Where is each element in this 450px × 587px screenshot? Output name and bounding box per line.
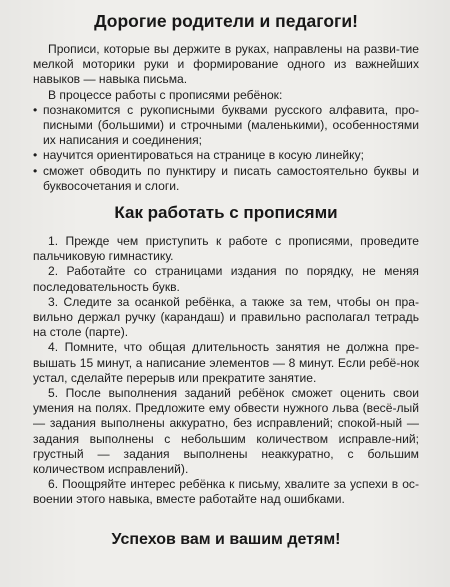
benefits-list	[33, 103, 419, 194]
benefit-item-2: • научится ориентироваться на странице в косую линейку;	[33, 148, 419, 163]
step-3: 3. Следите за осанкой ребёнка, а также за тем, чтобы он пра-вильно держал ручку (карандаш) и правильно располагал тетрадь на столе (парте).	[33, 294, 419, 340]
intro-paragraph-2: В процессе работы с прописями ребёнок:	[48, 87, 283, 102]
step-2: 2. Работайте со страницами издания по порядку, не меняя последовательность букв.	[33, 264, 419, 294]
steps-list	[33, 234, 419, 508]
step-5: 5. После выполнения заданий ребёнок сможет оценить свои умения на полях. Предложите ему обвести нужного льва (весё-лый — задания выполнены аккуратно, без исправлений; спокой-ный — задания выполнены с небольшим количеством исправле-ний; грустный — задания выполнены неаккуратно, с большим количеством исправлений).	[33, 386, 419, 477]
section-title: Как работать с прописями	[114, 203, 338, 223]
benefit-item-3: • сможет обводить по пунктиру и писать самостоятельно буквы и буквосочетания и слоги.	[33, 164, 419, 194]
content	[33, 10, 419, 550]
step-1: 1. Прежде чем приступить к работе с прописями, проведите пальчиковую гимнастику.	[33, 234, 419, 264]
intro-paragraph-1: Прописи, которые вы держите в руках, направлены на разви-тие мелкой моторики руки и формирование одного из важнейших навыков — навыка письма.	[33, 42, 419, 87]
step-4: 4. Помните, что общая длительность занятия не должна пре-вышать 15 минут, а написание элементов — 8 минут. Если ребё-нок устал, сделайте перерыв или прекратите занятие.	[33, 340, 419, 385]
closing-title: Успехов вам и вашим детям!	[111, 530, 341, 548]
benefit-item-1: • познакомится с рукописными буквами русского алфавита, про-писными (большими) и строчными (маленькими), особенностями их написания и соединения;	[33, 103, 419, 149]
page-title: Дорогие родители и педагоги!	[94, 11, 358, 31]
step-6: 6. Поощряйте интерес ребёнка к письму, хвалите за успехи в ос-воении этого навыка, вместе работайте над ошибками.	[33, 477, 419, 507]
